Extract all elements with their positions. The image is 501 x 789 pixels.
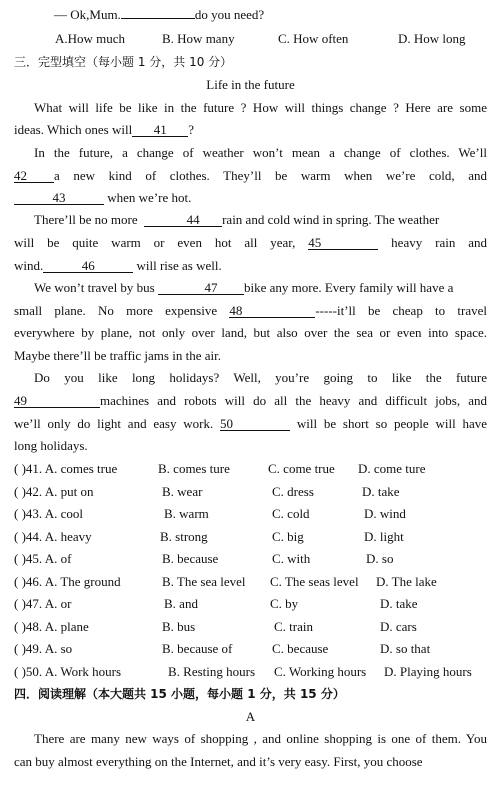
text: a new kind of clothes. They’ll be warm when we’re cold, and [54, 168, 487, 183]
text: will be short so people will have [296, 416, 488, 431]
question-option-c: C. train [274, 619, 313, 634]
question-option-c: C. The seas level [270, 574, 359, 589]
question-option-d: D. take [362, 484, 400, 499]
stem-prefix: — Ok,Mum. [54, 7, 121, 22]
blank-44: 44 [144, 213, 222, 227]
passage-line: long holidays. [14, 438, 88, 453]
passage-line: There are many new ways of shopping , and online shopping is one of them. You [34, 731, 487, 746]
passage-line [14, 280, 487, 296]
text: will rise as well. [136, 258, 222, 273]
blank-45: 45 [308, 236, 378, 250]
blank-46: 46 [43, 259, 133, 273]
question-option-a: ( )50. A. Work hours [14, 664, 122, 679]
text: machines and robots will do all the heavy and difficult jobs, and [100, 393, 487, 408]
passage-line [14, 212, 487, 228]
passage-line [14, 416, 487, 432]
question-option-d: D. The lake [376, 574, 437, 589]
text: will be quite warm or even hot all year, [14, 235, 296, 250]
question-option-d: D. so [366, 551, 394, 566]
text: ideas. Which ones will [14, 122, 133, 137]
question-option-b: B. comes ture [158, 461, 230, 476]
question-option-c: C. come true [268, 461, 335, 476]
question-option-b: B. bus [162, 619, 196, 634]
question-option-a: ( )48. A. plane [14, 619, 89, 634]
question-option-a: ( )41. A. comes true [14, 461, 118, 476]
blank-48: 48 [229, 304, 315, 318]
text: -----it’ll be cheap to travel [315, 303, 487, 318]
question-option-c: C. by [270, 596, 299, 611]
section-heading: 三．完型填空（每小题 1 分，共 10 分） [14, 55, 233, 69]
question-option-a: ( )46. A. The ground [14, 574, 121, 589]
option-a: A.How much [55, 31, 126, 46]
text: bike any more. Every family will have a [244, 280, 454, 295]
question-option-a: ( )44. A. heavy [14, 529, 92, 544]
text: There’ll be no more [34, 212, 138, 227]
question-option-b: B. because of [162, 641, 233, 656]
question-option-a: ( )45. A. of [14, 551, 72, 566]
passage-line: Do you like long holidays? Well, you’re going to like the future [34, 370, 487, 385]
question-option-d: D. wind [364, 506, 406, 521]
text: ? [188, 122, 194, 137]
question-option-d: D. Playing hours [384, 664, 472, 679]
question-option-b: B. Resting hours [168, 664, 256, 679]
passage-line: Maybe there’ll be traffic jams in the air. [14, 348, 221, 363]
part-label: A [245, 709, 256, 724]
question-option-d: D. so that [380, 641, 431, 656]
blank-43: 43 [14, 191, 104, 205]
text: We won’t travel by bus [34, 280, 155, 295]
question-option-d: D. come ture [358, 461, 426, 476]
stem-suffix: do you need? [194, 7, 265, 22]
option-d: D. How long [398, 31, 466, 46]
passage-line: everywhere by plane, not only over land, but also over the sea or even into space. [14, 325, 487, 340]
question-option-d: D. light [364, 529, 404, 544]
option-b: B. How many [162, 31, 235, 46]
question-option-a: ( )47. A. or [14, 596, 72, 611]
question-option-b: B. The sea level [162, 574, 246, 589]
option-c: C. How often [278, 31, 349, 46]
blank-42: 42 [14, 169, 54, 183]
passage-line: can buy almost everything on the Internet, and it’s very easy. First, you choose [14, 754, 423, 769]
text: when we’re hot. [107, 190, 192, 205]
passage-line: In the future, a change of weather won’t mean a change of clothes. We’ll [34, 145, 487, 160]
blank-49: 49 [14, 394, 100, 408]
passage-line [14, 393, 487, 409]
question-option-b: B. wear [162, 484, 203, 499]
question-option-b: B. warm [164, 506, 209, 521]
question-option-b: B. because [162, 551, 219, 566]
passage-line [14, 168, 487, 184]
question-option-c: C. with [272, 551, 311, 566]
text: we’ll only do light and easy work. [14, 416, 214, 431]
blank-41: 41 [132, 123, 188, 137]
question-option-a: ( )42. A. put on [14, 484, 94, 499]
question-option-c: C. dress [272, 484, 314, 499]
question-option-b: B. and [164, 596, 198, 611]
text: wind. [14, 258, 44, 273]
text: heavy rain and [391, 235, 487, 250]
blank-47: 47 [158, 281, 244, 295]
question-option-d: D. cars [380, 619, 417, 634]
passage-line [14, 258, 487, 274]
text: small plane. No more expensive [14, 303, 218, 318]
passage-line [14, 303, 487, 319]
question-option-b: B. strong [160, 529, 208, 544]
question-option-a: ( )43. A. cool [14, 506, 83, 521]
question-option-a: ( )49. A. so [14, 641, 73, 656]
passage-title: Life in the future [206, 77, 295, 92]
answer-blank [121, 18, 195, 19]
passage-line [14, 190, 487, 206]
question-stem [54, 7, 487, 23]
question-option-c: C. because [272, 641, 329, 656]
question-option-c: C. big [272, 529, 304, 544]
question-option-c: C. cold [272, 506, 310, 521]
question-option-c: C. Working hours [274, 664, 367, 679]
question-option-d: D. take [380, 596, 418, 611]
passage-line [14, 122, 487, 138]
blank-50: 50 [220, 417, 290, 431]
passage-line [14, 235, 487, 251]
section-heading: 四．阅读理解（本大题共 15 小题，每小题 1 分，共 15 分） [14, 687, 345, 701]
text: rain and cold wind in spring. The weather [222, 212, 440, 227]
passage-line: What will life be like in the future ? How will things change ? Here are some [34, 100, 487, 115]
